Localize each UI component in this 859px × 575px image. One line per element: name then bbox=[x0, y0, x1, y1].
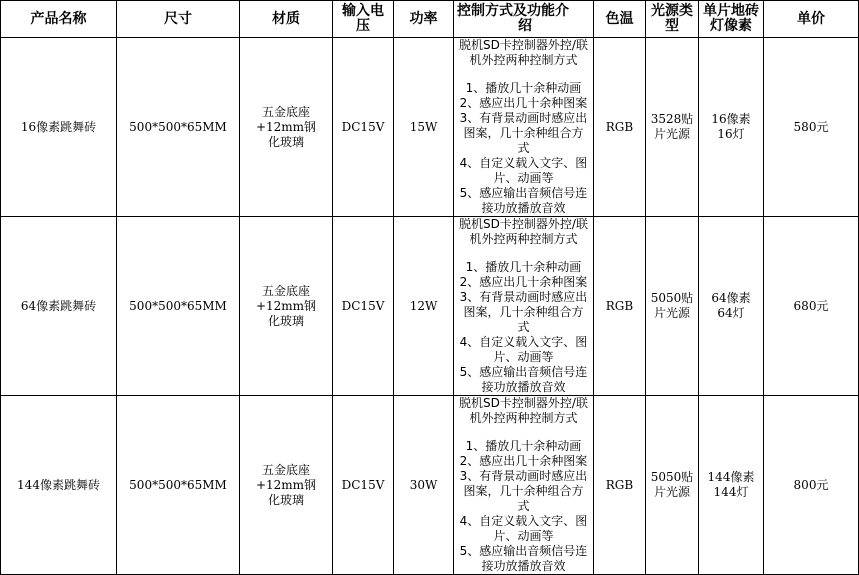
header-control-functions: 控制方式及功能介 绍 bbox=[454, 1, 594, 38]
cell-color-temp: RGB bbox=[594, 396, 646, 575]
cell-power: 30W bbox=[394, 396, 454, 575]
cell-tile-pixels: 16像素 16灯 bbox=[699, 38, 764, 217]
cell-control-functions: 脱机SD卡控制器外控/联 机外控两种控制方式 1、播放几十余种动画 2、感应出几十余种图案 3、有背景动画时感应出 图案，几十余种组合方 式 4、自定义载入文字、图 片、动画等 5、感应输出音频信号连 接功放播放音效 bbox=[454, 396, 594, 575]
cell-tile-pixels: 64像素 64灯 bbox=[699, 217, 764, 396]
cell-light-source: 3528贴 片光源 bbox=[646, 38, 699, 217]
cell-control-functions: 脱机SD卡控制器外控/联 机外控两种控制方式 1、播放几十余种动画 2、感应出几十余种图案 3、有背景动画时感应出 图案，几十余种组合方 式 4、自定义载入文字、图 片、动画等 5、感应输出音频信号连 接功放播放音效 bbox=[454, 38, 594, 217]
cell-voltage: DC15V bbox=[333, 396, 394, 575]
table-header-row bbox=[1, 1, 859, 38]
header-size: 尺寸 bbox=[117, 1, 240, 38]
cell-size: 500*500*65MM bbox=[117, 38, 240, 217]
header-product-name: 产品名称 bbox=[1, 1, 117, 38]
header-tile-pixels: 单片地砖 灯像素 bbox=[699, 1, 764, 38]
cell-material: 五金底座 +12mm钢 化玻璃 bbox=[240, 38, 333, 217]
cell-color-temp: RGB bbox=[594, 38, 646, 217]
cell-unit-price: 800元 bbox=[764, 396, 859, 575]
header-color-temp: 色温 bbox=[594, 1, 646, 38]
cell-color-temp: RGB bbox=[594, 217, 646, 396]
cell-light-source: 5050贴 片光源 bbox=[646, 396, 699, 575]
header-input-voltage: 输入电 压 bbox=[333, 1, 394, 38]
cell-product-name: 144像素跳舞砖 bbox=[1, 396, 117, 575]
header-light-source: 光源类 型 bbox=[646, 1, 699, 38]
cell-voltage: DC15V bbox=[333, 38, 394, 217]
cell-material: 五金底座 +12mm钢 化玻璃 bbox=[240, 217, 333, 396]
cell-unit-price: 580元 bbox=[764, 38, 859, 217]
table-row bbox=[1, 396, 859, 575]
cell-size: 500*500*65MM bbox=[117, 217, 240, 396]
cell-tile-pixels: 144像素 144灯 bbox=[699, 396, 764, 575]
header-material: 材质 bbox=[240, 1, 333, 38]
header-power: 功率 bbox=[394, 1, 454, 38]
cell-light-source: 5050贴 片光源 bbox=[646, 217, 699, 396]
cell-control-functions: 脱机SD卡控制器外控/联 机外控两种控制方式 1、播放几十余种动画 2、感应出几十余种图案 3、有背景动画时感应出 图案，几十余种组合方 式 4、自定义载入文字、图 片、动画等 5、感应输出音频信号连 接功放播放音效 bbox=[454, 217, 594, 396]
table-row bbox=[1, 217, 859, 396]
cell-power: 15W bbox=[394, 38, 454, 217]
cell-power: 12W bbox=[394, 217, 454, 396]
table-row bbox=[1, 38, 859, 217]
cell-product-name: 16像素跳舞砖 bbox=[1, 38, 117, 217]
cell-unit-price: 680元 bbox=[764, 217, 859, 396]
cell-product-name: 64像素跳舞砖 bbox=[1, 217, 117, 396]
header-unit-price: 单价 bbox=[764, 1, 859, 38]
cell-size: 500*500*65MM bbox=[117, 396, 240, 575]
cell-material: 五金底座 +12mm钢 化玻璃 bbox=[240, 396, 333, 575]
cell-voltage: DC15V bbox=[333, 217, 394, 396]
